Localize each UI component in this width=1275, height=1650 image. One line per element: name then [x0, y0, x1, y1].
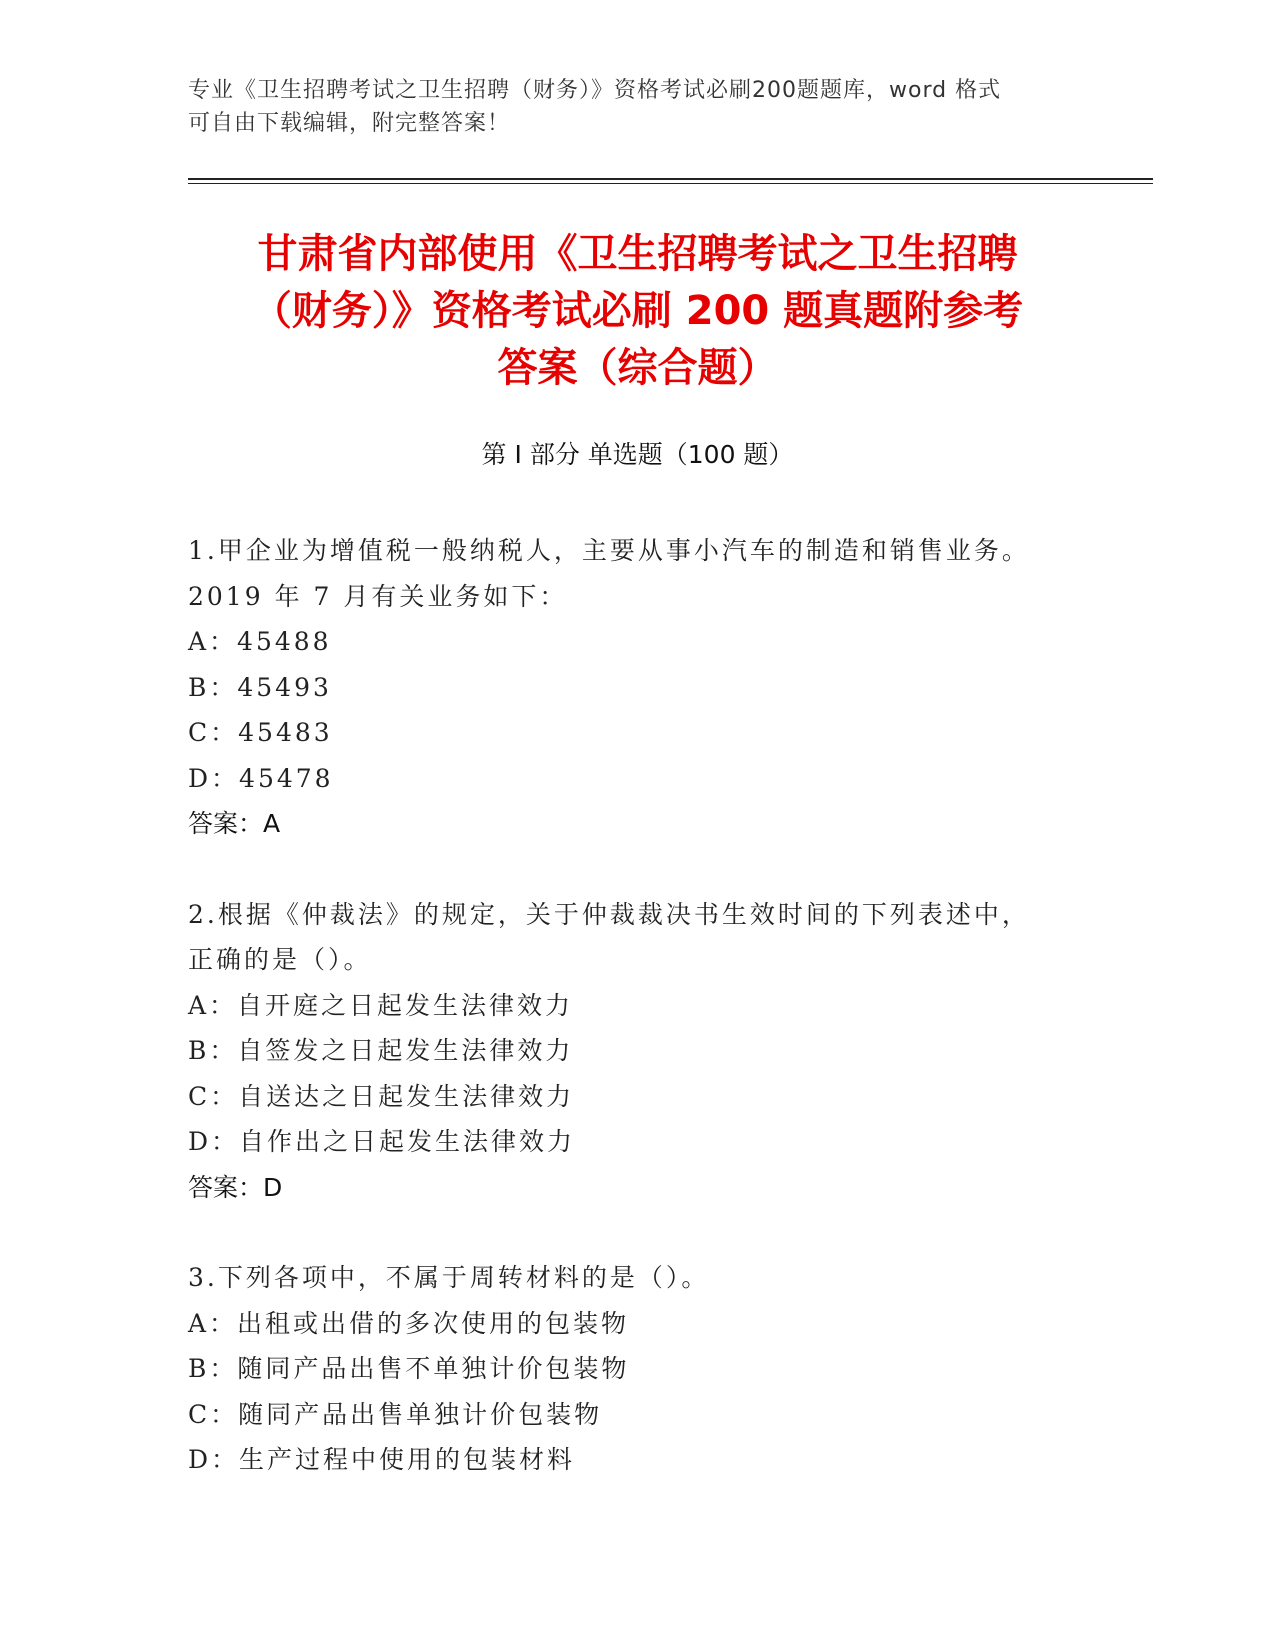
question-stem-line: 2.根据《仲裁法》的规定，关于仲裁裁决书生效时间的下列表述中，: [188, 899, 1030, 929]
option-b: B：随同产品出售不单独计价包装物: [188, 1354, 630, 1383]
document-title-line-3: 答案（综合题）: [497, 345, 778, 391]
option-d: D：自作出之日起发生法律效力: [188, 1127, 576, 1156]
option-c: C：自送达之日起发生法律效力: [188, 1081, 575, 1111]
answer: 答案：D: [188, 1172, 283, 1202]
option-b: B：自签发之日起发生法律效力: [188, 1036, 574, 1065]
question-3: [188, 1255, 1088, 1483]
option-b: B：45493: [188, 672, 332, 702]
header-note-line-1: 专业《卫生招聘考试之卫生招聘（财务）》资格考试必刷200题题库，word 格式: [188, 78, 1002, 103]
option-d: D：生产过程中使用的包装材料: [188, 1445, 576, 1474]
option-a: A：自开庭之日起发生法律效力: [188, 990, 574, 1020]
answer: 答案：A: [188, 809, 281, 838]
question-stem-line: 1.甲企业为增值税一般纳税人，主要从事小汽车的制造和销售业务。: [188, 536, 1030, 565]
section-title: 第 I 部分 单选题（100 题）: [481, 440, 794, 469]
question-stem-line: 2019 年 7 月有关业务如下：: [188, 581, 568, 611]
header-note-line-2: 可自由下载编辑，附完整答案！: [188, 111, 511, 136]
option-a: A：45488: [188, 627, 332, 656]
question-stem-line: 3.下列各项中，不属于周转材料的是（）。: [188, 1263, 710, 1292]
option-c: C：随同产品出售单独计价包装物: [188, 1399, 603, 1429]
question-2: [188, 892, 1088, 1211]
document-title-line-2: （财务）》资格考试必刷 200 题真题附参考: [251, 288, 1024, 334]
header-divider-thick: [188, 178, 1153, 180]
document-title: [150, 226, 1125, 397]
option-d: D：45478: [188, 763, 334, 793]
question-list: [188, 528, 1088, 1528]
question-stem-line: 正确的是（）。: [188, 945, 372, 974]
option-a: A：出租或出借的多次使用的包装物: [188, 1308, 630, 1338]
header-note: [188, 74, 1068, 140]
option-c: C：45483: [188, 718, 333, 747]
document-title-line-1: 甘肃省内部使用《卫生招聘考试之卫生招聘: [257, 231, 1018, 277]
question-1: [188, 528, 1088, 847]
header-divider-thin: [188, 183, 1153, 184]
